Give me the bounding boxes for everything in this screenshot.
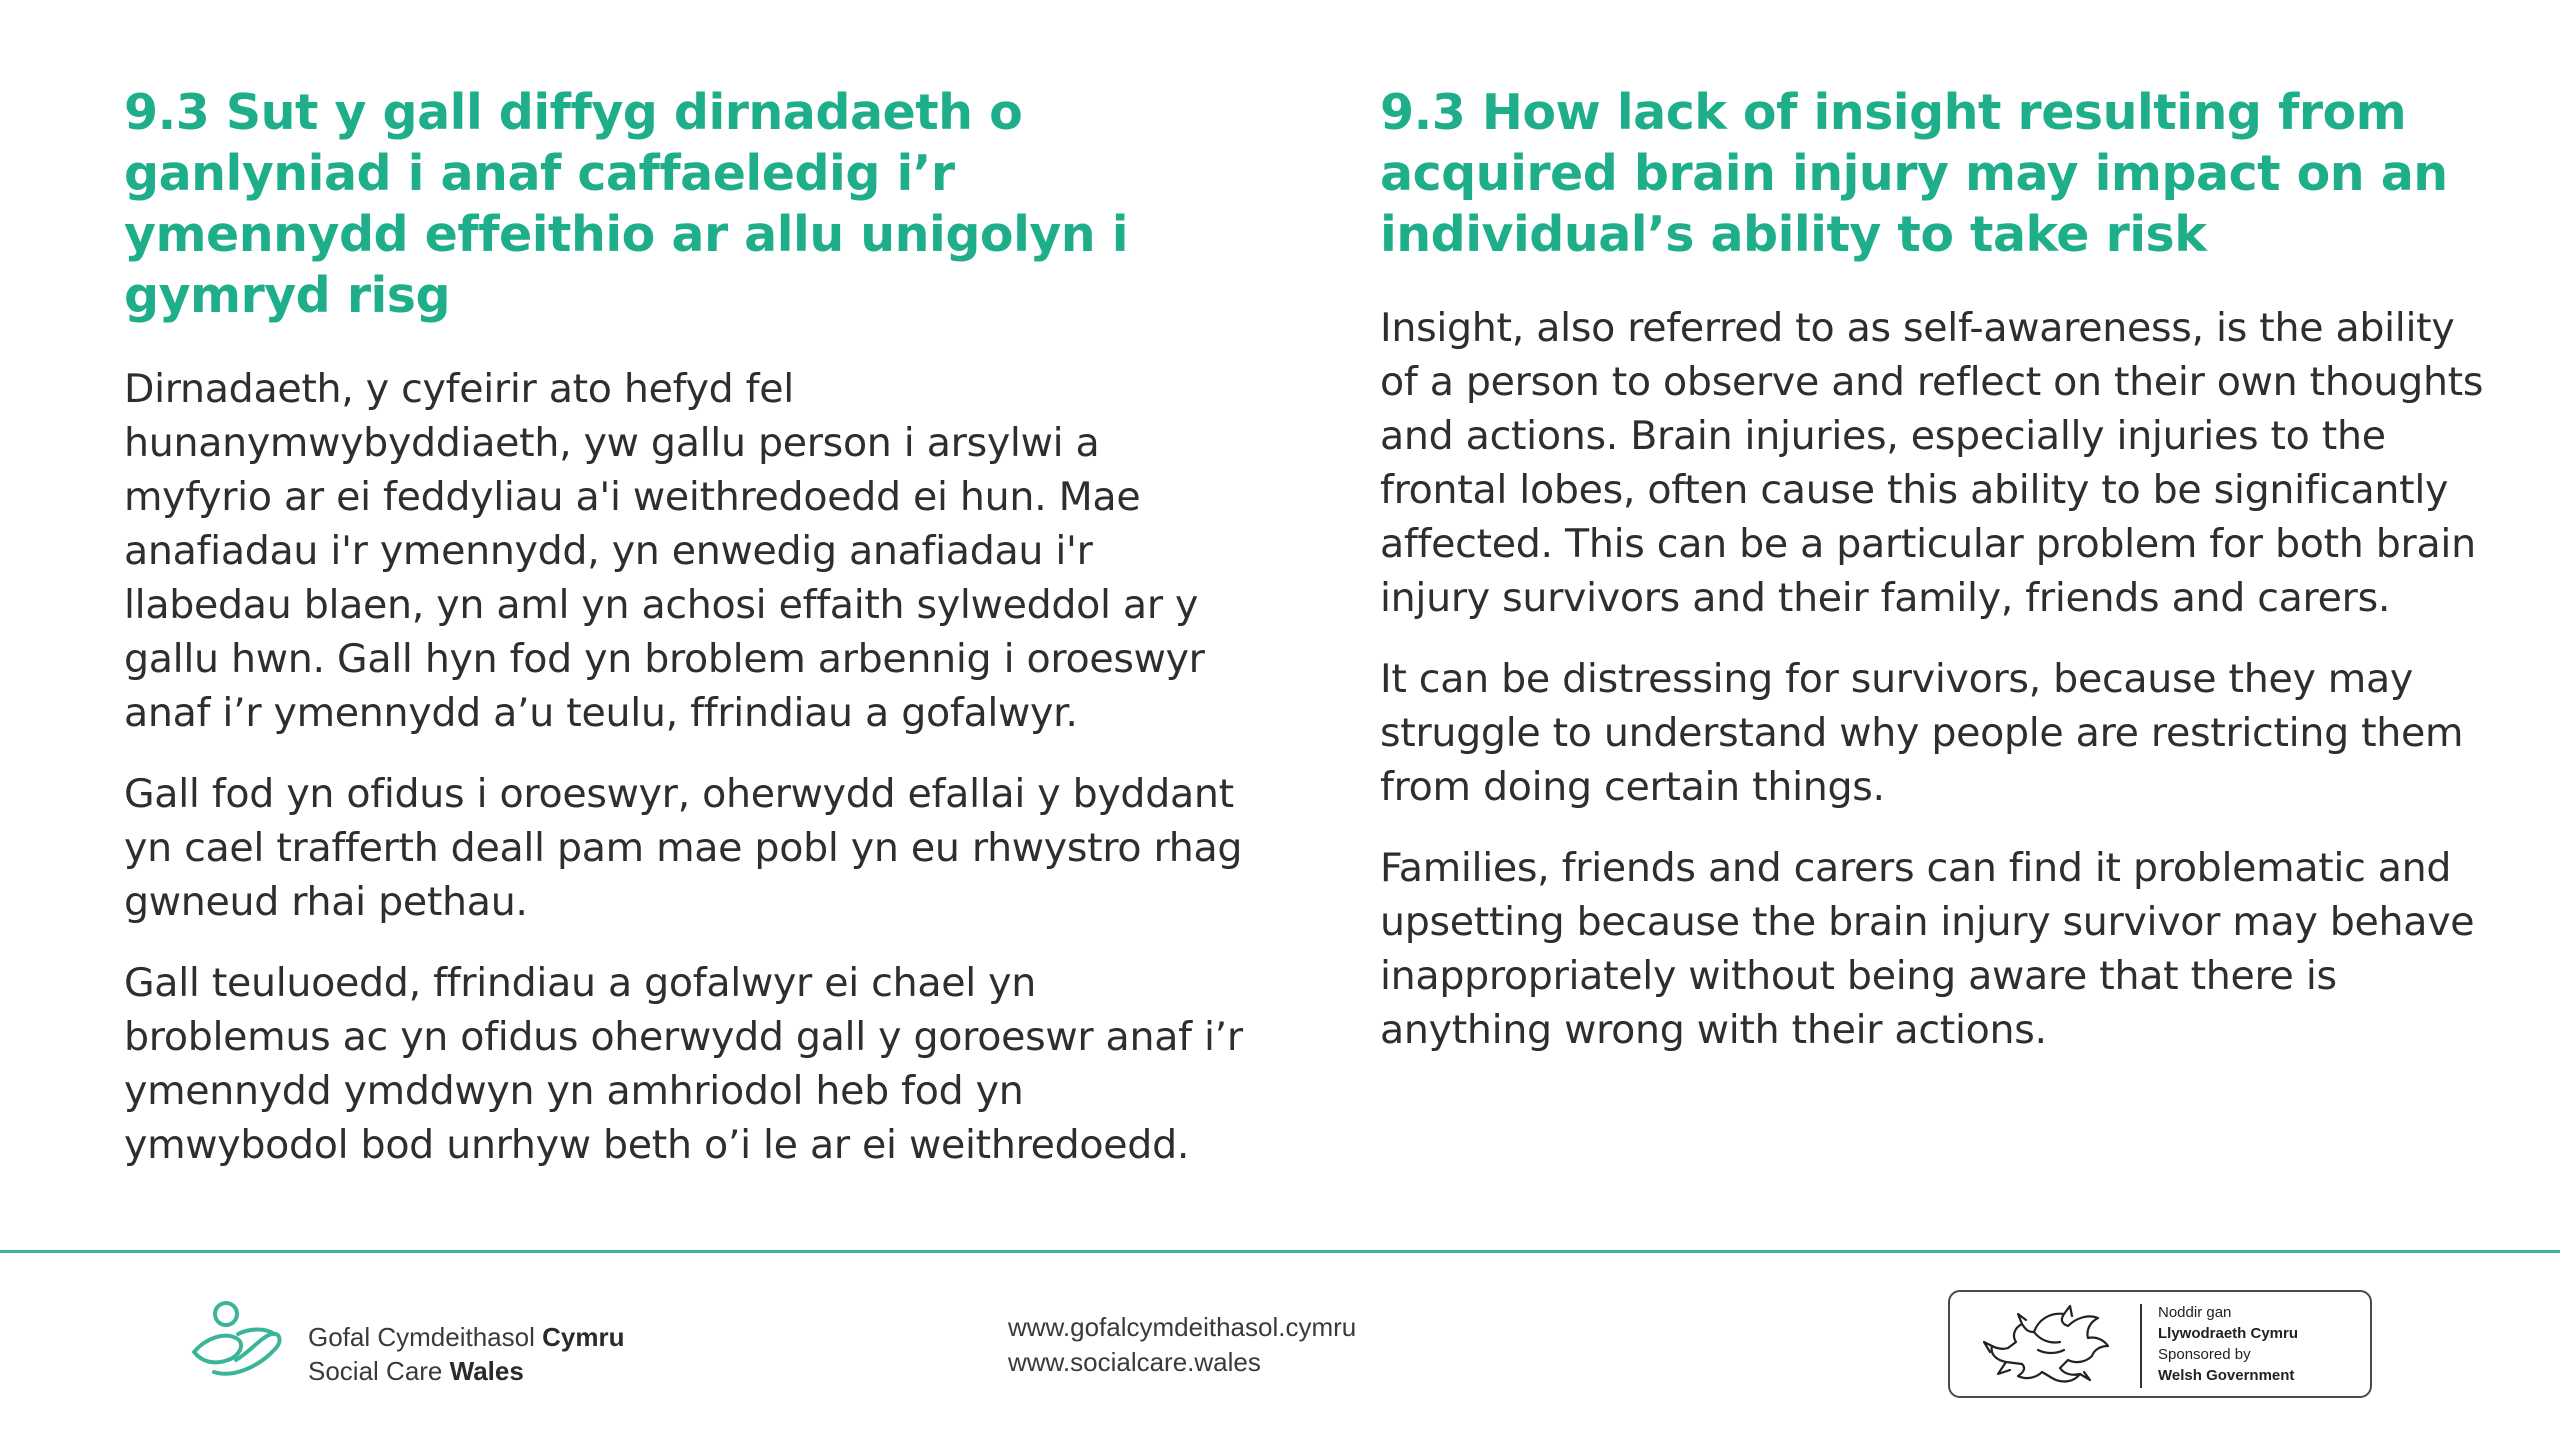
english-heading: 9.3 How lack of insight resulting from acquired brain injury may impact on an individual’s ability to take risk (1380, 84, 2448, 263)
welsh-paragraph-2: Gall fod yn ofidus i oroeswyr, oherwydd efallai y byddant yn cael trafferth deall pam mae pobl yn eu rhwystro rhag gwneud rhai pethau. (124, 771, 1243, 925)
logo-line-welsh (308, 1320, 624, 1354)
badge-separator (2140, 1304, 2142, 1388)
footer-divider (0, 1250, 2560, 1253)
link-welsh-website[interactable]: www.gofalcymdeithasol.cymru (1008, 1312, 1357, 1342)
logo-welsh-bold: Cymru (542, 1322, 625, 1352)
english-paragraph-1: Insight, also referred to as self-awareness, is the ability of a person to observe and reflect on their own thoughts and actions. Brain injuries, especially injuries to the frontal lobes, often cause this ability to be significantly affected. This can be a particular problem for both brain injury survivors and their family, friends and carers. (1380, 305, 2484, 621)
welsh-paragraph-3: Gall teuluoedd, ffrindiau a gofalwyr ei chael yn broblemus ac yn ofidus oherwydd gall y goroeswr anaf i’r ymennydd ymddwyn yn amhriodol heb fod yn ymwybodol bod unrhyw beth o’i le ar ei weithredoedd. (124, 960, 1243, 1168)
social-care-wales-logo (184, 1298, 724, 1388)
logo-english-bold: Wales (449, 1356, 524, 1386)
badge-sponsored-by: Sponsored by (2158, 1346, 2251, 1363)
english-paragraph-3: Families, friends and carers can find it problematic and upsetting because the brain injury survivor may behave inappropriately without being aware that there is anything wrong with their actions. (1380, 845, 2475, 1053)
logo-line-english (308, 1354, 624, 1388)
english-paragraph-2: It can be distressing for survivors, because they may struggle to understand why people are restricting them from doing certain things. (1380, 656, 2464, 810)
english-column (1380, 82, 2500, 1084)
badge-noddir-gan: Noddir gan (2158, 1304, 2232, 1321)
logo-english-regular: Social Care (308, 1356, 450, 1386)
link-english-website[interactable]: www.socialcare.wales (1008, 1347, 1261, 1377)
social-care-wales-mark-icon (184, 1298, 292, 1382)
logo-wordmark (308, 1320, 624, 1388)
footer-links (1008, 1310, 1356, 1380)
welsh-column (124, 82, 1244, 1199)
sponsor-badge (1948, 1290, 2372, 1398)
badge-welsh-government: Welsh Government (2158, 1367, 2295, 1384)
welsh-heading: 9.3 Sut y gall diffyg dirnadaeth o ganlyniad i anaf caffaeledig i’r ymennydd effeithio ar allu unigolyn i gymryd risg (124, 84, 1129, 324)
sponsor-text (2158, 1302, 2298, 1386)
badge-llywodraeth-cymru: Llywodraeth Cymru (2158, 1325, 2299, 1342)
logo-welsh-regular: Gofal Cymdeithasol (308, 1322, 543, 1352)
welsh-paragraph-1: Dirnadaeth, y cyfeirir ato hefyd fel hunanymwybyddiaeth, yw gallu person i arsylwi a myfyrio ar ei feddyliau a'i weithredoedd ei hun. Mae anafiadau i'r ymennydd, yn enwedig anafiadau i'r llabedau blaen, yn aml yn achosi effaith sylweddol ar y gallu hwn. Gall hyn fod yn broblem arbennig i oroeswyr anaf i’r ymennydd a’u teulu, ffrindiau a gofalwyr. (124, 366, 1205, 736)
welsh-dragon-icon (1976, 1302, 2126, 1390)
